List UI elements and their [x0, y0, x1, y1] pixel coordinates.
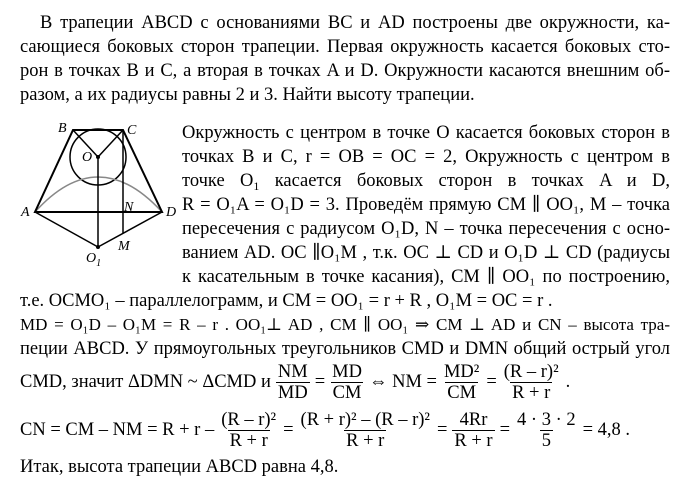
label-C: C — [127, 123, 137, 138]
equation-height: CN = CM – NM = R + r – $\frac{\text{(R – r)²}}{R + r}$ = $\frac{\text{(R + r)² – (R – r)²}}{R + r}$ = $\frac{4Rr}{R + r}$ = $\frac{4 \cdot 3 \cdot 2}{5}$ = 4,8 . — [20, 409, 631, 451]
trapezoid-figure — [20, 112, 180, 287]
solution-line-9: MD = O₁D – O₁M = R – r . OO₁⊥ AD , CM ∥ OO₁ ⇒ CM ⊥ AD и CN – высота тра- — [20, 315, 670, 334]
label-O: O — [82, 150, 93, 165]
label-B: B — [58, 121, 67, 136]
solution-line-8: т.е. OCMO₁ – параллелограмм, и CM = OO₁ = r + R , O₁M = OC = r . — [20, 291, 553, 311]
solution-line-7: к касательным в точке касания), CM ∥ OO₁ по построению, — [182, 267, 670, 287]
problem-line-1: В трапеции ABCD с основаниями BC и AD построены две окружности, ка- — [40, 13, 670, 33]
solution-line-2: точках B и C, r = OB = OC = 2, Окружность с центром в — [182, 147, 670, 167]
label-N: N — [124, 200, 134, 215]
solution-line-5: пересечения с радиусом O₁D, N – точка пересечения с осно- — [182, 219, 670, 239]
label-D: D — [166, 205, 177, 220]
problem-line-2: сающиеся боковых сторон трапеции. Первая окружность касается боковых сто- — [20, 37, 670, 57]
problem-line-4: разом, а их радиусы равны 2 и 3. Найти высоту трапеции. — [20, 85, 475, 105]
problem-line-3: рон в точках B и C, а вторая в точках A и D. Окружности касаются внешним об- — [20, 61, 670, 81]
solution-line-6: ванием AD. OC ∥O₁M , т.к. OC ⊥ CD и O₁D ⊥ CD (радиусы — [182, 243, 670, 263]
solution-line-4: R = O₁A = O₁D = 3. Проведём прямую CM ∥ OO₁, M – точка — [182, 195, 670, 215]
solution-line-10: пеции ABCD. У прямоугольных треугольников CMD и DMN общий острый угол — [20, 339, 670, 359]
label-A: A — [21, 205, 30, 220]
solution-line-1: Окружность с центром в точке O касается боковых сторон в — [182, 123, 670, 143]
label-M: M — [118, 239, 130, 254]
equation-similarity: CMD, значит ΔDMN ~ ΔCMD и $\frac{NM}{MD}$ = $\frac{MD}{CM}$ ⇔ NM = $\frac{\text{MD²}}{CM}$ = $\frac{\text{(R – r)²}}{R + r}$ . — [20, 361, 571, 403]
label-O1: $O_1$ — [86, 251, 102, 269]
solution-line-3: точке $O_1$ касается боковых сторон в точках A и D, — [182, 171, 671, 193]
final-answer: Итак, высота трапеции ABCD равна 4,8. — [20, 457, 339, 477]
